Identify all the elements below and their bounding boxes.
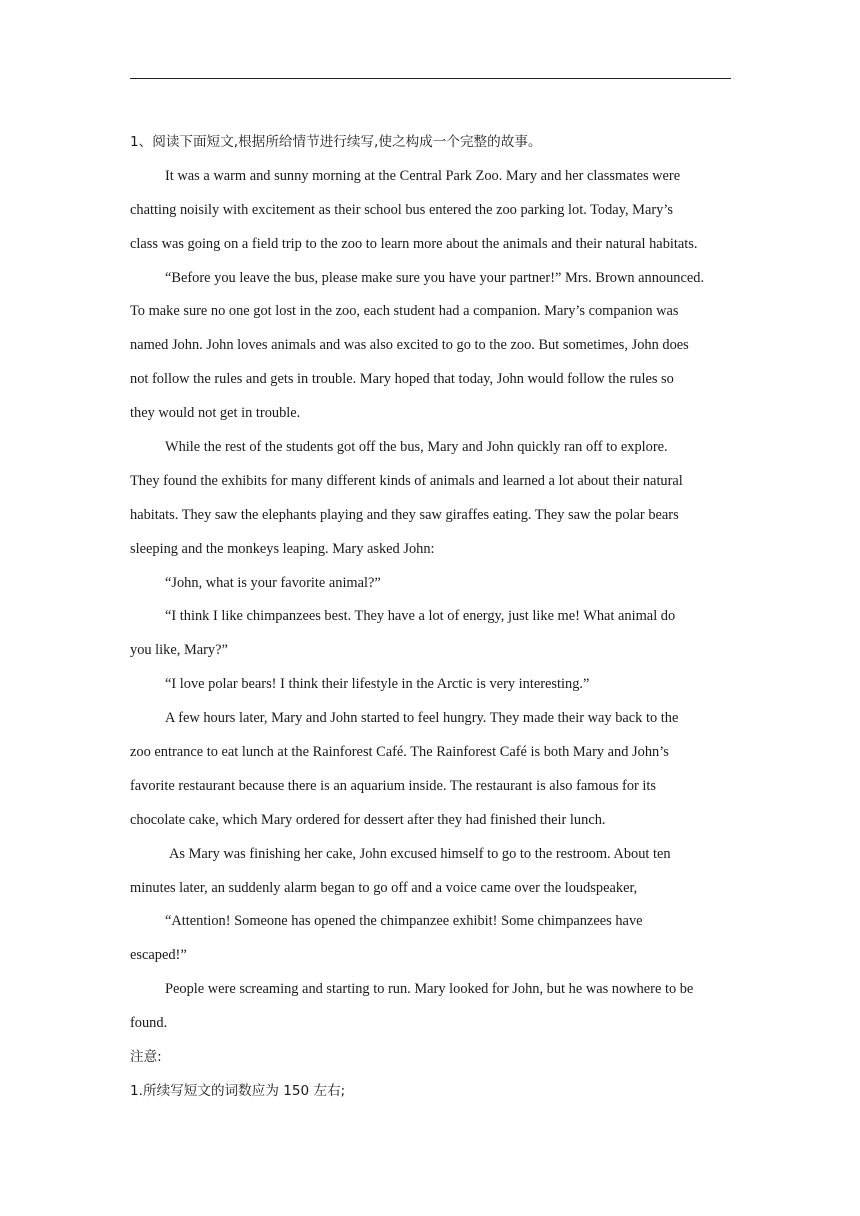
paragraph-line: chatting noisily with excitement as their school bus entered the zoo parking lot. Today, Mary’s [130,201,673,218]
paragraph-line: While the rest of the students got off the bus, Mary and John quickly ran off to explore. [165,439,668,456]
paragraph-line: you like, Mary?” [130,642,228,659]
paragraph-line: they would not get in trouble. [130,405,301,422]
paragraph-line: escaped!” [130,947,187,964]
paragraph-1 [130,160,740,262]
paragraph-6 [130,668,740,702]
paragraph-line: People were screaming and starting to run. Mary looked for John, but he was nowhere to be [165,981,694,998]
notes-item: 1.所续写短文的词数应为 150 左右; [130,1082,346,1099]
paragraph-4 [130,567,740,601]
notes-section [130,1041,740,1109]
paragraph-line: As Mary was finishing her cake, John excused himself to go to the restroom. About ten [169,845,671,862]
paragraph-line: They found the exhibits for many different kinds of animals and learned a lot about their natural [130,472,683,489]
document-body [130,126,740,1109]
paragraph-line: class was going on a field trip to the zoo to learn more about the animals and their natural habitats. [130,235,698,252]
header-rule [130,78,731,79]
paragraph-9 [130,905,740,973]
paragraph-3 [130,431,740,567]
paragraph-line: “Before you leave the bus, please make sure you have your partner!” Mrs. Brown announced. [165,269,705,286]
paragraph-line: found. [130,1015,168,1032]
paragraph-10 [130,973,740,1041]
paragraph-line: named John. John loves animals and was also excited to go to the zoo. But sometimes, John does [130,337,689,354]
paragraph-line: zoo entrance to eat lunch at the Rainforest Café. The Rainforest Café is both Mary and John’s [130,744,669,761]
notes-label: 注意: [130,1049,162,1066]
paragraph-line: “I love polar bears! I think their lifestyle in the Arctic is very interesting.” [165,676,590,693]
paragraph-line: favorite restaurant because there is an aquarium inside. The restaurant is also famous for its [130,777,657,794]
paragraph-line: habitats. They saw the elephants playing and they saw giraffes eating. They saw the polar bears [130,506,679,523]
paragraph-line: chocolate cake, which Mary ordered for dessert after they had finished their lunch. [130,811,606,828]
paragraph-line: “John, what is your favorite animal?” [165,574,381,591]
paragraph-line: sleeping and the monkeys leaping. Mary asked John: [130,540,435,557]
paragraph-line: not follow the rules and gets in trouble. Mary hoped that today, John would follow the rules so [130,371,674,388]
question-heading: 1、阅读下面短文,根据所给情节进行续写,使之构成一个完整的故事。 [130,134,542,150]
paragraph-line: “Attention! Someone has opened the chimpanzee exhibit! Some chimpanzees have [165,913,643,930]
paragraph-8 [130,838,740,906]
paragraph-7 [130,702,740,838]
paragraph-5 [130,600,740,668]
paragraph-line: It was a warm and sunny morning at the Central Park Zoo. Mary and her classmates were [165,167,681,184]
paragraph-line: To make sure no one got lost in the zoo, each student had a companion. Mary’s companion was [130,303,679,320]
paragraph-line: A few hours later, Mary and John started to feel hungry. They made their way back to the [165,710,679,727]
paragraph-2 [130,262,740,431]
paragraph-line: “I think I like chimpanzees best. They have a lot of energy, just like me! What animal do [165,608,676,625]
paragraph-line: minutes later, an suddenly alarm began to go off and a voice came over the loudspeaker, [130,879,638,896]
